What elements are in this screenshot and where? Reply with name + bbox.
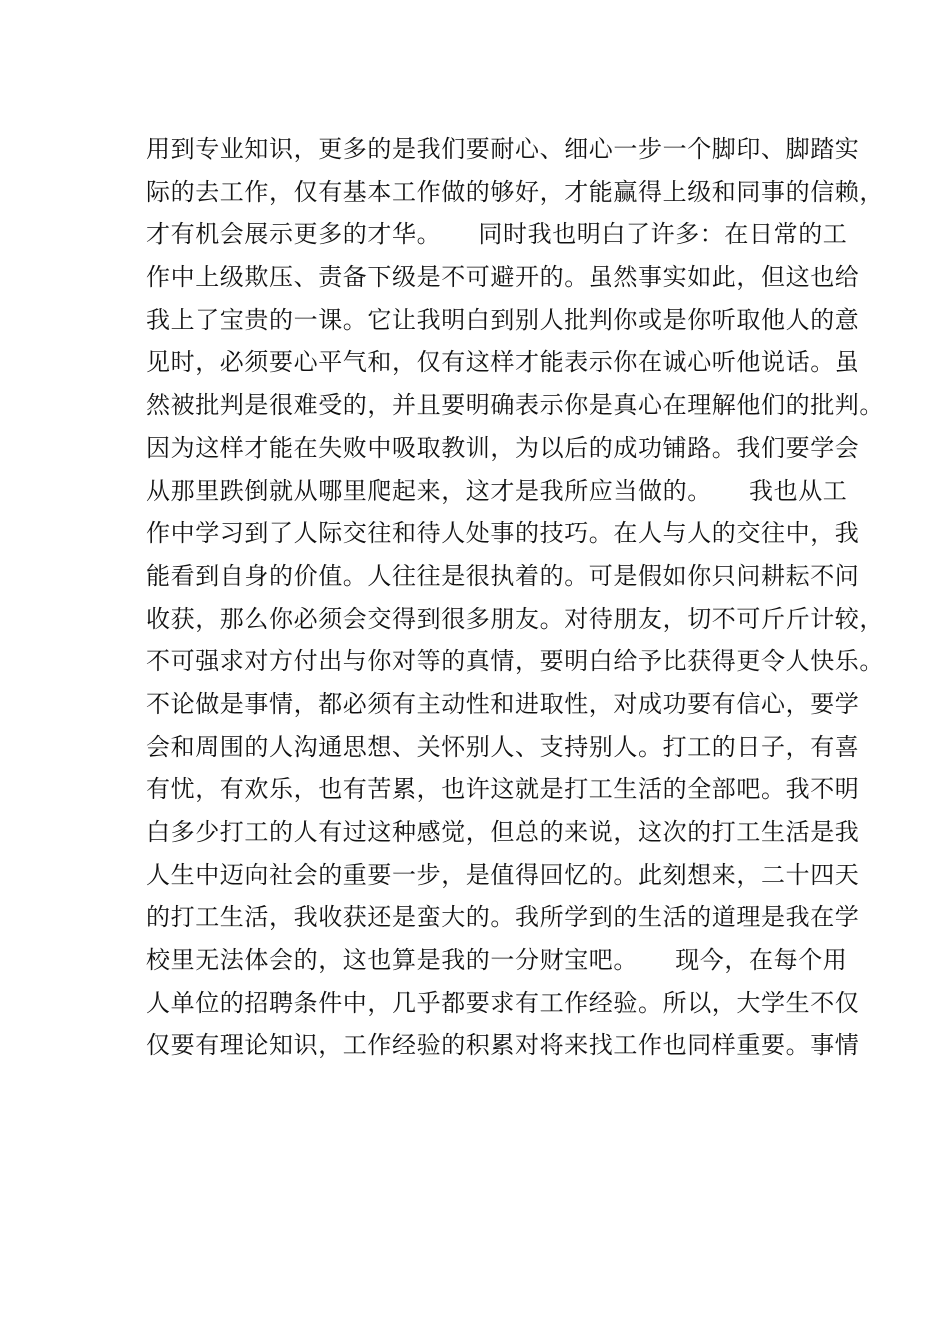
text-line-2: 际的去工作，仅有基本工作做的够好，才能赢得上级和同事的信赖， [146,177,884,206]
text-line-11: 能看到自身的价值。人往往是很执着的。可是假如你只问耕耘不问 [146,561,860,590]
text-line-7: 然被批判是很难受的，并且要明确表示你是真心在理解他们的批判。 [146,391,884,420]
text-line-4: 作中上级欺压、责备下级是不可避开的。虽然事实如此，但这也给 [146,263,860,292]
text-line-16: 有忧，有欢乐，也有苦累，也许这就是打工生活的全部吧。我不明 [146,775,860,804]
text-line-5: 我上了宝贵的一课。它让我明白到别人批判你或是你听取他人的意 [146,305,860,334]
text-line-14: 不论做是事情，都必须有主动性和进取性，对成功要有信心，要学 [146,689,860,718]
body-text [146,128,884,1067]
text-line-21: 人单位的招聘条件中，几乎都要求有工作经验。所以，大学生不仅 [146,988,860,1017]
text-line-15: 会和周围的人沟通思想、关怀别人、支持别人。打工的日子，有喜 [146,732,860,761]
text-line-13: 不可强求对方付出与你对等的真情，要明白给予比获得更令人快乐。 [146,647,884,676]
text-line-9: 从那里跌倒就从哪里爬起来，这才是我所应当做的。 我也从工 [146,476,848,505]
text-line-12: 收获，那么你必须会交得到很多朋友。对待朋友，切不可斤斤计较， [146,604,884,633]
text-line-3: 才有机会展示更多的才华。 同时我也明白了许多：在日常的工 [146,220,848,249]
text-line-18: 人生中迈向社会的重要一步，是值得回忆的。此刻想来，二十四天 [146,860,860,889]
text-line-6: 见时，必须要心平气和，仅有这样才能表示你在诚心听他说话。虽 [146,348,860,377]
text-line-8: 因为这样才能在失败中吸取教训，为以后的成功铺路。我们要学会 [146,433,860,462]
text-line-10: 作中学习到了人际交往和待人处事的技巧。在人与人的交往中，我 [146,519,860,548]
text-line-19: 的打工生活，我收获还是蛮大的。我所学到的生活的道理是我在学 [146,903,860,932]
text-line-17: 白多少打工的人有过这种感觉，但总的来说，这次的打工生活是我 [146,818,860,846]
text-line-20: 校里无法体会的，这也算是我的一分财宝吧。 现今，在每个用 [146,946,848,975]
text-line-1: 用到专业知识，更多的是我们要耐心、细心一步一个脚印、脚踏实 [146,135,860,163]
text-line-22: 仅要有理论知识，工作经验的积累对将来找工作也同样重要。事情 [146,1031,860,1060]
